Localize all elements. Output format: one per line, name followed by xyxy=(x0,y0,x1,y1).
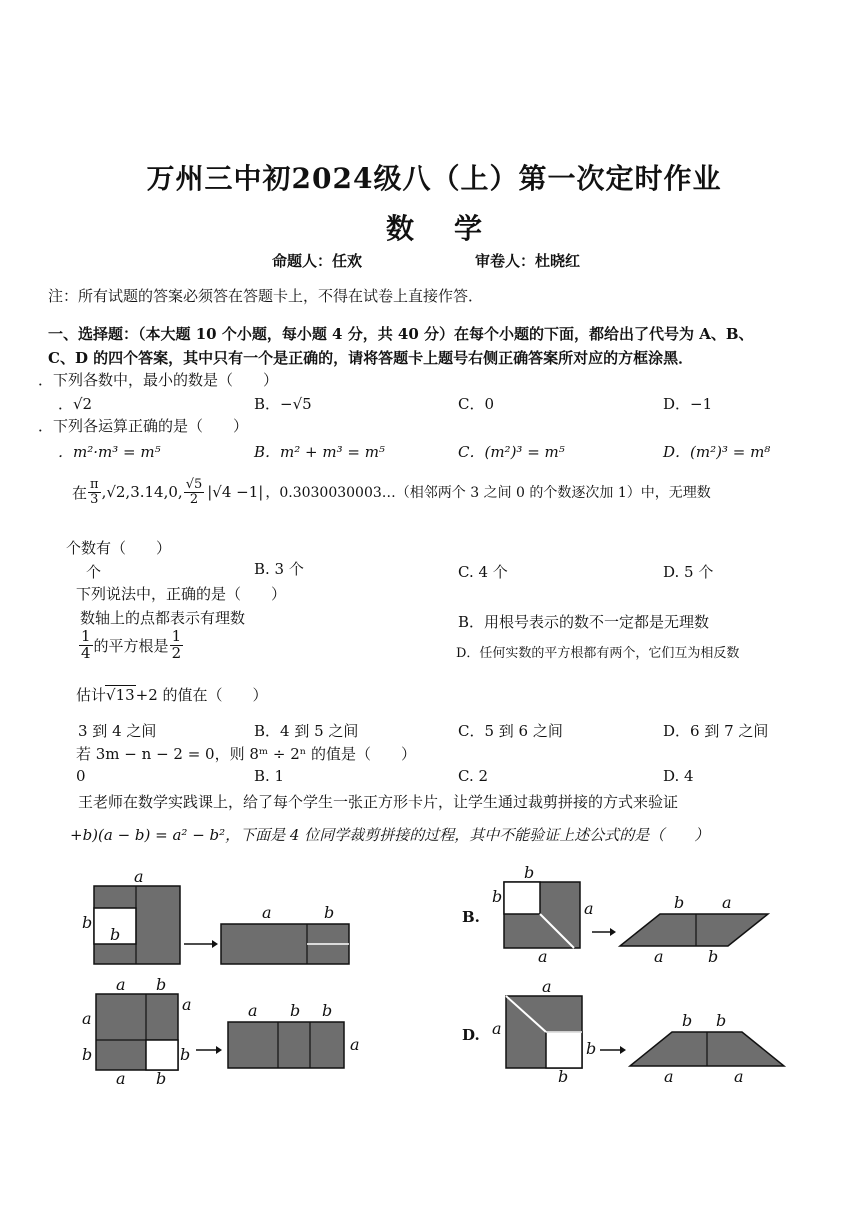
q5-stem-pre: 估计 xyxy=(76,686,107,704)
q4-frac-quarter-den: 4 xyxy=(81,643,91,662)
figure-c-label-a-top: a xyxy=(116,975,126,994)
q2-option-d: D．(m²)³ = m⁸ xyxy=(663,443,771,461)
figure-a-label-a-top: a xyxy=(134,867,144,886)
reviewer-label: 审卷人：杜晓红 xyxy=(475,252,581,270)
q1-option-d: D．−1 xyxy=(663,395,713,413)
figure-a-label-a-rect: a xyxy=(262,903,272,922)
q2-option-c: C．(m²)³ = m⁵ xyxy=(458,443,565,461)
figure-b-label-b-top2: b xyxy=(674,893,685,912)
section-heading-line2: C、D 的四个答案，其中只有一个是正确的，请将答题卡上题号右侧正确答案所对应的方框涂黑． xyxy=(48,349,694,367)
q2-option-b: B．m² + m³ = m⁵ xyxy=(254,443,385,461)
q7-stem-line2: +b)(a − b) = a² − b²，下面是 4 位同学裁剪拼接的过程，其中不能验证上述公式的是（ ） xyxy=(70,826,710,844)
instruction-note: 注：所有试题的答案必须答在答题卡上，不得在试卷上直接作答． xyxy=(48,287,484,305)
q3-prefix: 在 xyxy=(72,483,88,502)
q5-option-a: 3 到 4 之间 xyxy=(78,722,157,740)
q4-frac-half-num: 1 xyxy=(171,627,182,645)
figure-d-label-b-top1: b xyxy=(682,1011,693,1030)
author-label: 命题人：任欢 xyxy=(272,252,363,270)
figure-c-label-b-top: b xyxy=(156,975,167,994)
figure-d-label-a-top: a xyxy=(542,977,552,996)
figure-c-arrowhead xyxy=(216,1046,222,1054)
figure-d-label-a-bottom1: a xyxy=(664,1067,674,1086)
q3-frac-pi xyxy=(88,478,101,506)
figure-b-label-b-top: b xyxy=(524,863,535,882)
q6-stem: 若 3m − n − 2 = 0，则 8ᵐ ÷ 2ⁿ 的值是（ ） xyxy=(76,745,417,763)
figure-d-label-a-left: a xyxy=(492,1019,502,1038)
q3-option-c: C. 4 个 xyxy=(458,563,508,581)
q3-frac-sqrt5 xyxy=(184,478,205,506)
q4-frac-quarter xyxy=(79,629,93,662)
q4-option-d: D．任何实数的平方根都有两个，它们互为相反数 xyxy=(456,646,740,661)
figure-d-label-b-bottom: b xyxy=(558,1067,569,1086)
figure-b-label-a-bottom2: a xyxy=(654,947,664,966)
q4-option-c-text: 的平方根是 xyxy=(93,636,169,655)
figure-a-label-b-left: b xyxy=(82,913,93,932)
figure-b-label-a-top2: a xyxy=(722,893,732,912)
figure-c-label-a-rect-right: a xyxy=(350,1035,360,1054)
q1-stem: ．下列各数中，最小的数是（ ） xyxy=(38,371,279,389)
figure-b-label-a-right: a xyxy=(584,899,594,918)
figure-b-label-b-bottom2: b xyxy=(708,947,719,966)
q5-option-c: C．5 到 6 之间 xyxy=(458,722,563,740)
figure-c-label-b-bottom: b xyxy=(156,1069,167,1088)
q6-option-d: D. 4 xyxy=(663,767,694,785)
section-heading-line1: 一、选择题：（本大题 10 个小题，每小题 4 分，共 40 分）在每个小题的下面，都给出了代号为 A、B、 xyxy=(48,325,754,343)
figure-b-label-b-left: b xyxy=(492,887,503,906)
q1-option-a: ．√2 xyxy=(58,395,93,413)
q5-stem-post: +2 的值在（ ） xyxy=(135,686,268,704)
q4-option-a: 数轴上的点都表示有理数 xyxy=(80,609,246,627)
q4-frac-half-den: 2 xyxy=(171,643,182,662)
q6-option-c: C. 2 xyxy=(458,767,489,785)
figure-c-label-b-right: b xyxy=(180,1045,191,1064)
figure-c-label-a-bottom: a xyxy=(116,1069,126,1088)
figure-c xyxy=(76,975,376,1090)
q4-option-b: B．用根号表示的数不一定都是无理数 xyxy=(458,613,710,631)
q4-frac-half xyxy=(170,629,184,662)
q2-stem: ．下列各运算正确的是（ ） xyxy=(38,417,249,435)
figure-c-rect xyxy=(228,1022,344,1068)
q3-option-d: D. 5 个 xyxy=(663,563,714,581)
figure-c-cutout xyxy=(146,1040,178,1070)
q4-frac-quarter-num: 1 xyxy=(81,627,91,645)
figure-b-arrowhead xyxy=(610,928,616,936)
subject-title: 数学 xyxy=(385,212,522,245)
figure-b-cutout xyxy=(504,882,540,914)
q3-tail: ，0.3030030003…（相邻两个 3 之间 0 的个数逐次加 1）中，无理数 xyxy=(265,485,711,502)
q3-option-a: 个 xyxy=(86,563,102,581)
figure-d xyxy=(458,978,794,1090)
q7-stem-line1: 王老师在数学实践课上，给了每个学生一张正方形卡片，让学生通过裁剪拼接的方式来验证 xyxy=(78,793,679,811)
q3-frac-pi-den: 3 xyxy=(90,491,99,507)
figure-a xyxy=(76,868,366,972)
q6-option-a: 0 xyxy=(76,767,86,785)
q5-sqrt13: √13 xyxy=(106,686,135,704)
figure-a-label-b-rect: b xyxy=(324,903,335,922)
figure-b-parallelogram xyxy=(620,914,768,946)
figure-c-label-b-rect1: b xyxy=(290,1001,301,1020)
q3-middle: ,√2,3.14,0, xyxy=(101,483,183,502)
q5-stem xyxy=(76,684,268,705)
q3-frac-pi-num: π xyxy=(90,477,99,492)
q5-option-d: D．6 到 7 之间 xyxy=(663,722,769,740)
figure-b-option-label: B. xyxy=(462,908,480,926)
q1-option-c: C．0 xyxy=(458,395,495,413)
figure-c-label-b-rect2: b xyxy=(322,1001,333,1020)
q5-option-b: B．4 到 5 之间 xyxy=(254,722,359,740)
q3-stem-line2: 个数有（ ） xyxy=(66,539,172,557)
q1-option-b: B．−√5 xyxy=(254,395,312,413)
q3-option-b: B. 3 个 xyxy=(254,560,304,578)
q3-frac-sqrt5-den: 2 xyxy=(189,491,199,507)
figure-b-label-a-bottom: a xyxy=(538,947,548,966)
q3-abs: |√4 −1| xyxy=(207,483,264,502)
figure-d-option-label: D. xyxy=(462,1026,480,1044)
figure-c-label-b-left: b xyxy=(82,1045,93,1064)
q3-stem xyxy=(72,478,711,506)
exam-title: 万州三中初2024级八（上）第一次定时作业 xyxy=(146,162,722,195)
q2-option-a: ．m²·m³ = m⁵ xyxy=(58,443,161,461)
figure-d-arrowhead xyxy=(620,1046,626,1054)
figure-c-label-a-left: a xyxy=(82,1009,92,1028)
figure-d-label-b-right: b xyxy=(586,1039,597,1058)
figure-b xyxy=(458,864,778,972)
q4-option-c xyxy=(78,629,184,662)
figure-d-label-a-bottom2: a xyxy=(734,1067,744,1086)
figure-a-arrowhead xyxy=(212,940,218,948)
figure-d-label-b-top2: b xyxy=(716,1011,727,1030)
q6-option-b: B. 1 xyxy=(254,767,285,785)
figure-c-label-a-right: a xyxy=(182,995,192,1014)
figure-a-label-b-inner: b xyxy=(110,925,121,944)
figure-d-cutout xyxy=(546,1032,582,1068)
q4-stem: 下列说法中，正确的是（ ） xyxy=(76,585,287,603)
figure-c-label-a-rect: a xyxy=(248,1001,258,1020)
q3-frac-sqrt5-num: √5 xyxy=(185,477,203,492)
